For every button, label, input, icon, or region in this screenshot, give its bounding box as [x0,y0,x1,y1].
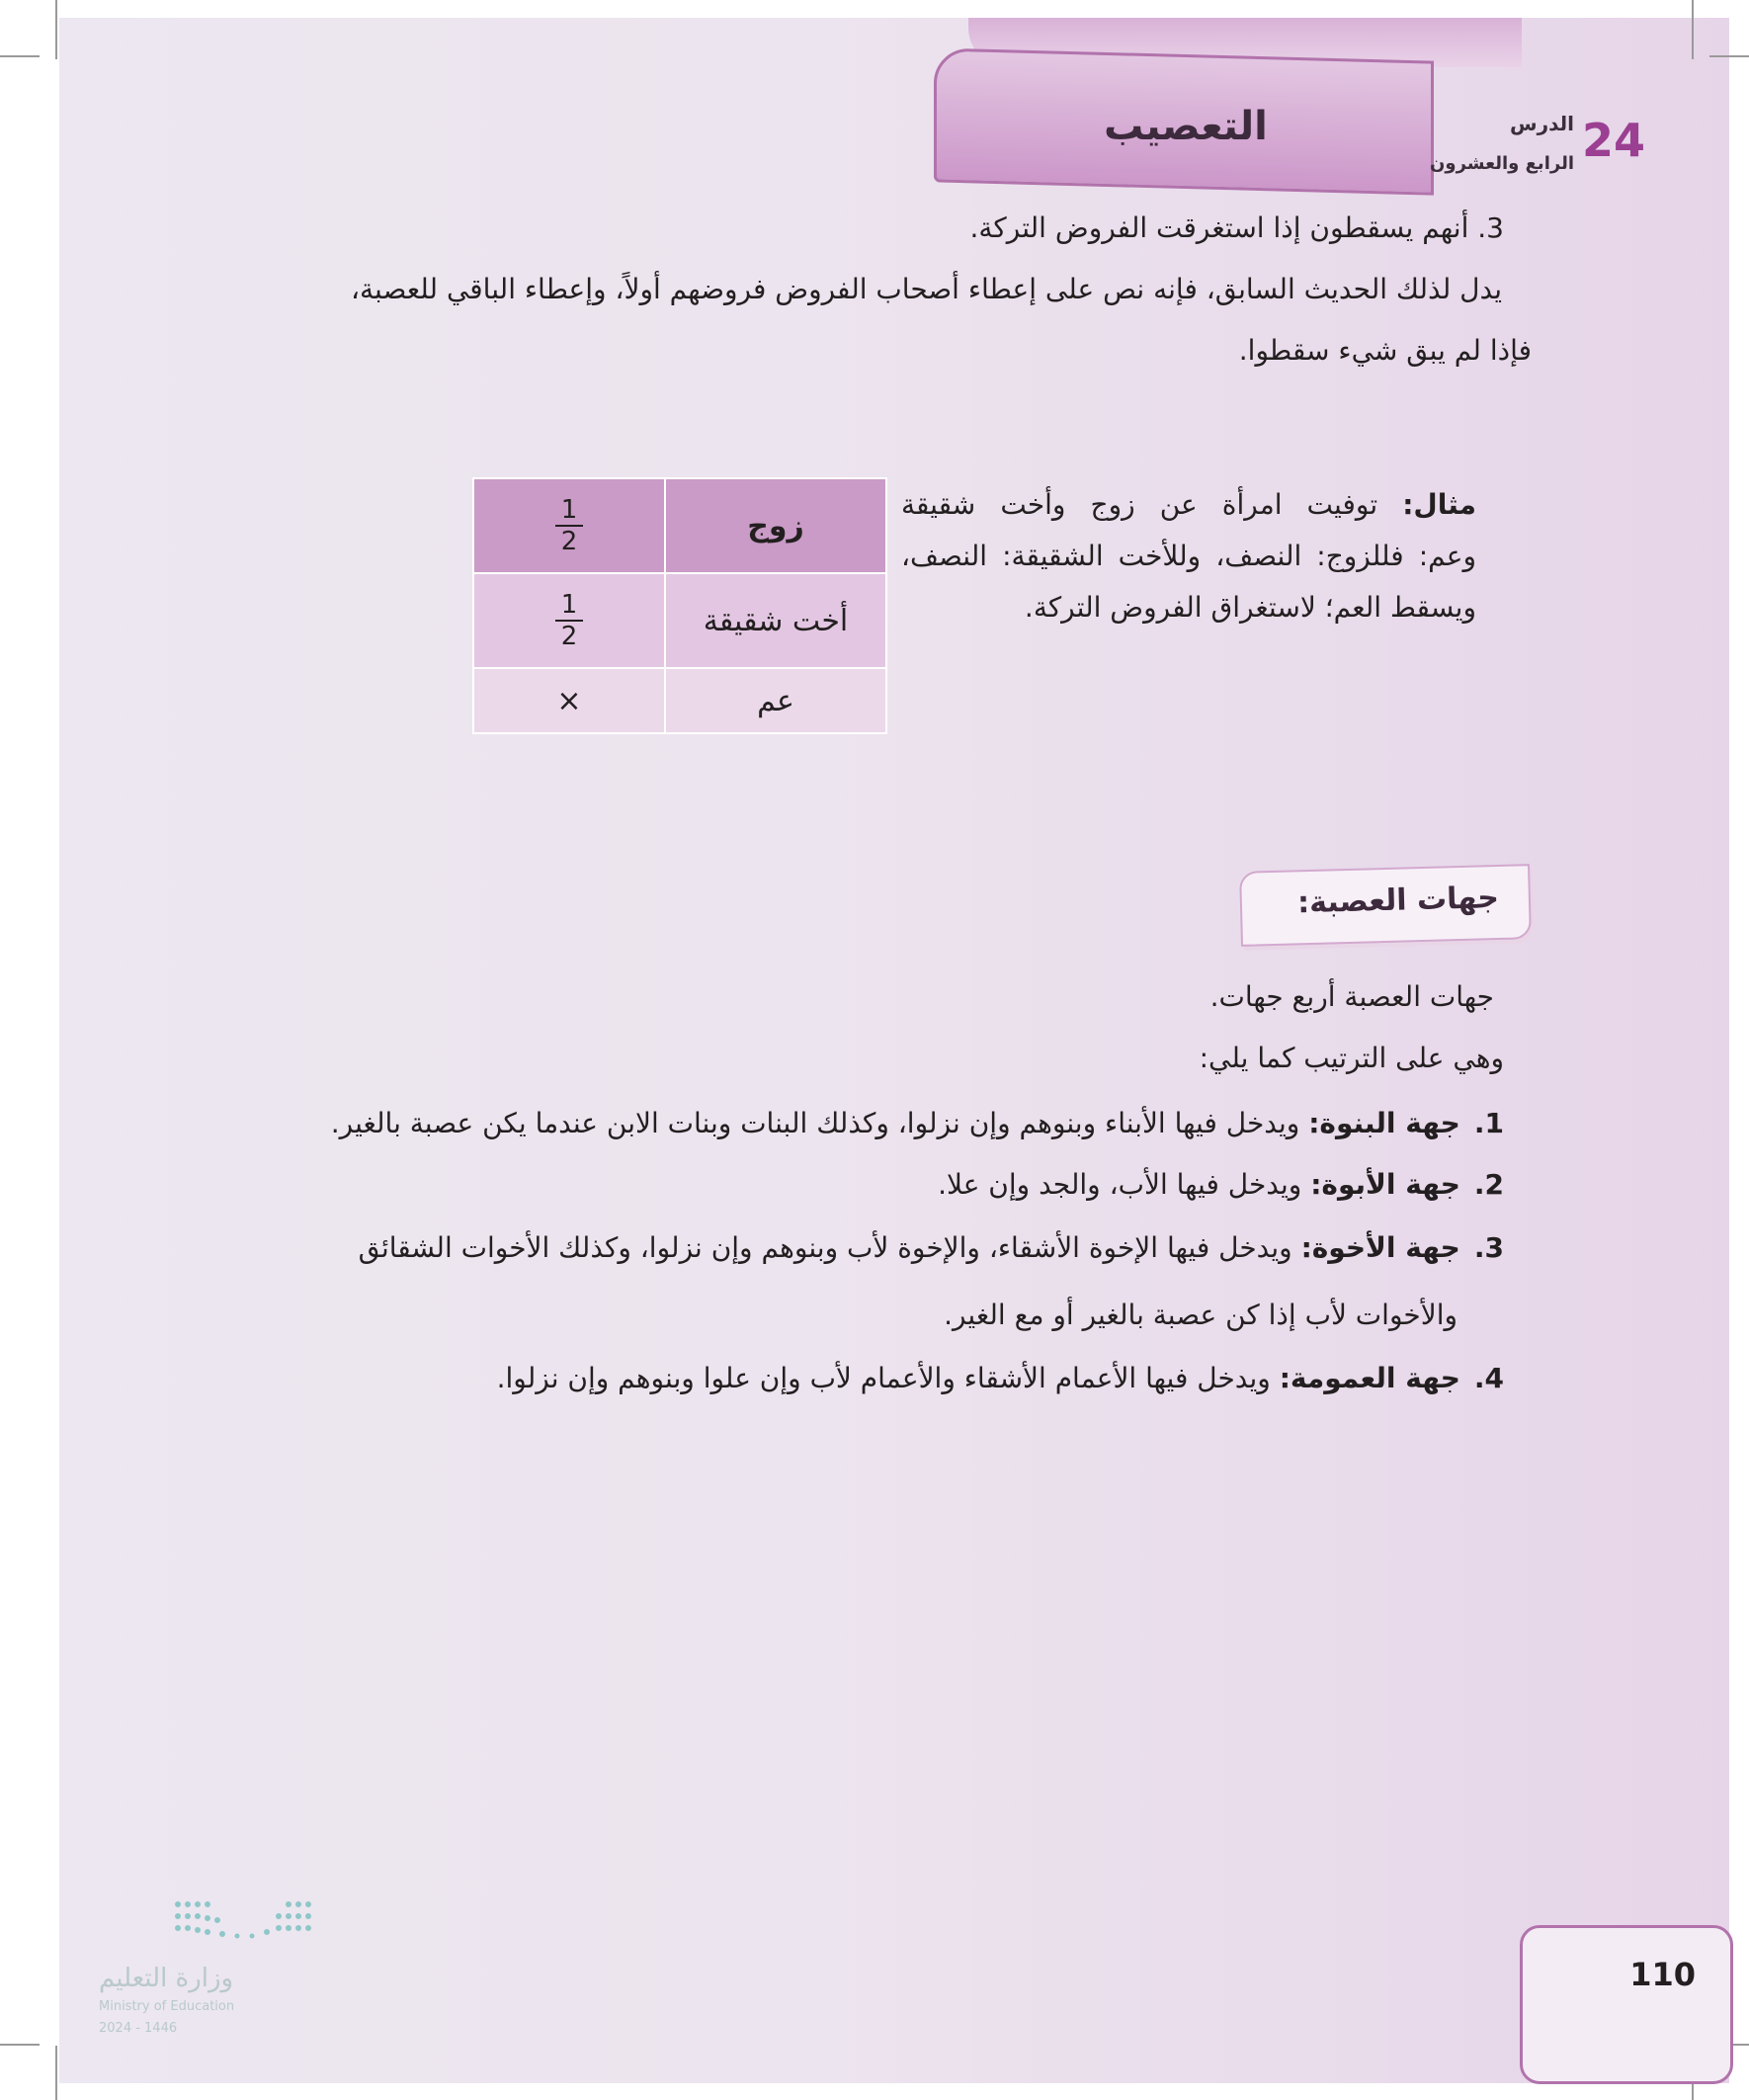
heir-cell: عم [665,668,886,733]
list-item-text: ويدخل فيها الإخوة الأشقاء، والإخوة لأب وبنوهم وإن نزلوا، وكذلك الأخوات الشقائق [358,1231,1292,1264]
point-3-number: 3. [1477,211,1504,244]
list-item-label: جهة الأخوة: [1300,1231,1460,1264]
fraction [555,495,584,556]
lesson-number: 24 [1581,114,1645,167]
section-title: جهات العصبة: [1296,880,1500,921]
table-row [473,478,886,573]
list-item-number: 2. [1473,1168,1504,1201]
ministry-name-ar: وزارة التعليم [99,1964,234,1993]
crop-mark [0,55,40,57]
heir-cell: زوج [665,478,886,573]
list-item [331,1093,1504,1154]
list-item-text: ويدخل فيها الأعمام الأشقاء والأعمام لأب وإن علوا وبنوهم وإن نزلوا. [496,1362,1271,1394]
evidence-line-2: فإذا لم يبق شيء سقطوا. [1238,334,1532,367]
list-item-number: 4. [1473,1362,1504,1394]
page-number-box [1520,1925,1733,2084]
ministry-logo-icon [168,1892,326,1952]
example-text-1: توفيت امرأة عن زوج وأخت شقيقة [901,488,1378,521]
fraction-numerator: 1 [555,590,584,622]
section-heading-box [1239,864,1532,947]
example-paragraph [901,479,1476,531]
fraction-denominator: 2 [560,621,578,651]
share-cell [473,573,665,668]
example-text-2: وعم: فللزوج: النصف، وللأخت الشقيقة: النصف، [901,540,1476,572]
ministry-name-en: Ministry of Education [99,1999,235,2014]
example-label: مثال: [1402,488,1476,521]
section-intro-1: جهات العصبة أربع جهات. [1209,980,1494,1013]
list-item [497,1348,1504,1409]
lesson-title: التعصيب [1104,104,1268,149]
lesson-label-box [1428,94,1685,203]
list-item-label: جهة البنوة: [1308,1107,1460,1139]
list-item [359,1218,1504,1279]
point-3 [970,198,1505,259]
list-item-text: ويدخل فيها الأبناء وبنوهم وإن نزلوا، وكذلك البنات وبنات الابن عندما يكن عصبة بالغير. [330,1107,1300,1139]
crop-mark [55,0,57,59]
crop-mark [1709,55,1749,57]
section-intro-2: وهي على الترتيب كما يلي: [1199,1042,1504,1074]
list-item-continuation: والأخوات لأب إذا كن عصبة بالغير أو مع الغير. [944,1299,1458,1331]
inheritance-table [472,477,887,734]
fraction-numerator: 1 [555,495,584,527]
crop-mark [1692,0,1694,59]
edition-year: 2024 - 1446 [99,2021,178,2036]
fraction [555,590,584,651]
ministry-logo [99,1892,326,2041]
lesson-ordinal: الرابع والعشرون [1430,153,1574,174]
share-cell [473,478,665,573]
lesson-label: الدرس [1509,112,1574,135]
list-item-number: 3. [1473,1231,1504,1264]
list-item-label: جهة الأبوة: [1310,1168,1460,1201]
list-item-label: جهة العمومة: [1279,1362,1460,1394]
example-text-3: ويسقط العم؛ لاستغراق الفروض التركة. [1024,591,1476,624]
share-cell: × [473,668,665,733]
heir-cell: أخت شقيقة [665,573,886,668]
table-row [473,668,886,733]
list-item [938,1154,1504,1216]
page-number: 110 [1629,1956,1696,1993]
point-3-text: أنهم يسقطون إذا استغرقت الفروض التركة. [969,211,1469,244]
crop-mark [0,2044,40,2046]
table-row [473,573,886,668]
evidence-line-1: يدل لذلك الحديث السابق، فإنه نص على إعطاء أصحاب الفروض فروضهم أولاً، وإعطاء الباقي للعصبة، [350,273,1502,305]
list-item-number: 1. [1473,1107,1504,1139]
fraction-denominator: 2 [560,526,578,556]
crop-mark [55,2046,57,2100]
list-item-text: ويدخل فيها الأب، والجد وإن علا. [938,1168,1302,1201]
